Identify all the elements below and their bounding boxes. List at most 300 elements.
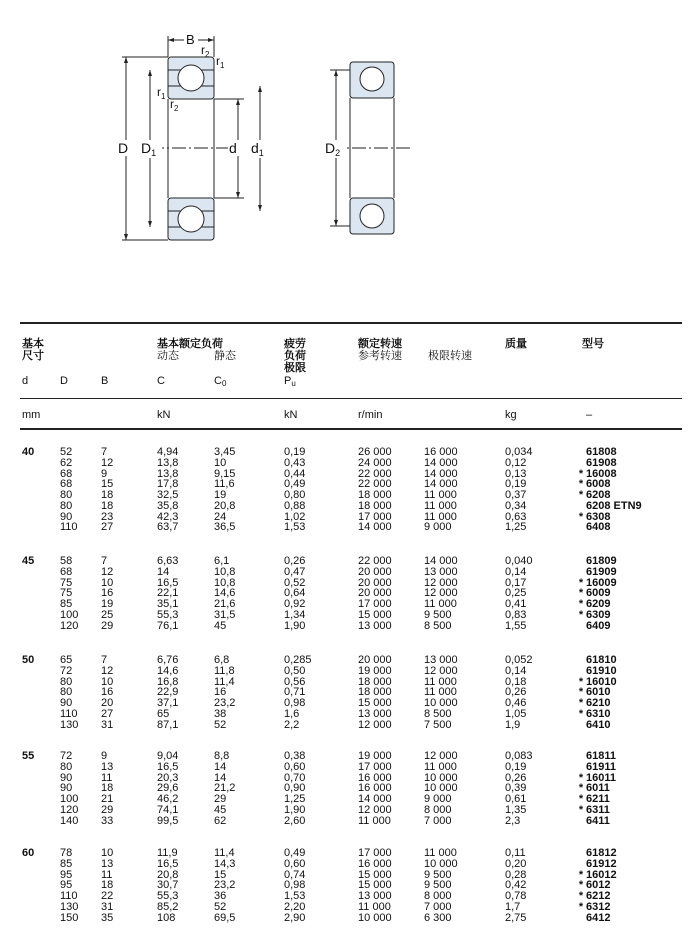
cell-c: 108 (157, 911, 176, 924)
cell-ref: 18 000 (358, 499, 392, 512)
cell-lim: 14 000 (424, 478, 458, 491)
designation-text: 6412 (586, 911, 611, 924)
cell-c0: 11,8 (214, 664, 235, 677)
cell-b: 25 (101, 608, 114, 621)
cell-c: 55,3 (157, 890, 179, 902)
cell-b: 29 (101, 803, 114, 816)
cell-mass: 0,28 (505, 868, 527, 881)
cell-mass: 0,78 (505, 890, 527, 902)
cell-lim: 13 000 (424, 654, 458, 666)
popular-item-star-icon: * (578, 608, 584, 621)
cell-ref: 22 000 (358, 555, 392, 567)
designation-text: 16009 (586, 576, 617, 589)
cell-mass: 0,17 (505, 576, 527, 589)
cell-b: 12 (101, 664, 114, 677)
popular-item-star-icon: * (578, 879, 584, 892)
designation-text: 6311 (586, 803, 610, 816)
cell-c0: 52 (214, 900, 227, 913)
header-static: 静态 (214, 350, 236, 362)
designation-text: 61911 (586, 760, 616, 773)
designation-text: 6410 (586, 718, 611, 731)
designation-text: 6011 (586, 782, 610, 795)
cell-mass: 0,37 (505, 489, 527, 501)
cell-lim: 11 000 (424, 598, 457, 610)
cell-lim: 9 500 (424, 608, 452, 621)
designation-text: 61908 (586, 456, 617, 469)
cell-b: 18 (101, 879, 114, 892)
designation-text: 6010 (586, 686, 611, 699)
cell-mass: 0,39 (505, 782, 527, 795)
table-top-rule (20, 322, 682, 324)
popular-item-star-icon: * (578, 489, 584, 501)
cell-b: 35 (101, 911, 114, 924)
popular-item-star-icon: * (578, 900, 584, 913)
cell-ref: 18 000 (358, 489, 392, 501)
header-designation: 型号 (582, 338, 604, 350)
cell-mass: 0,26 (505, 771, 527, 784)
bore-diameter: 50 (22, 654, 35, 666)
cell-mass: 1,05 (505, 707, 527, 720)
cell-b: 29 (101, 619, 114, 632)
cell-lim: 8 000 (424, 890, 452, 902)
label-D2: $D_2$ (325, 140, 341, 158)
cell-mass: 0,19 (505, 760, 527, 773)
cell-lim: 11 000 (424, 675, 457, 688)
cell-mass: 1,55 (505, 619, 527, 632)
designation-text: 6411 (586, 814, 610, 827)
designation-text: 6309 (586, 608, 611, 621)
popular-item-star-icon: * (578, 686, 584, 699)
bearing-ball-top (178, 65, 204, 91)
cell-c0: 23,2 (214, 697, 236, 709)
popular-item-star-icon: * (578, 793, 584, 805)
cell-pu: 0,19 (284, 446, 306, 458)
cell-c: 11,9 (157, 847, 178, 859)
cell-pu: 2,60 (284, 814, 306, 827)
cell-c: 22,1 (157, 587, 179, 600)
cell-mass: 0,034 (505, 446, 533, 458)
cell-c0: 62 (214, 814, 227, 827)
cell-mass: 0,14 (505, 565, 527, 578)
popular-item-star-icon: * (578, 890, 584, 902)
unit-designation-dash: – (586, 409, 593, 421)
cell-lim: 12 000 (424, 664, 458, 677)
designation-text: 61912 (586, 857, 617, 870)
cell-ref: 19 000 (358, 664, 392, 677)
cell-d: 72 (60, 664, 73, 677)
cell-designation (576, 621, 686, 632)
cell-mass: 1,9 (505, 718, 521, 731)
cell-d: 62 (60, 456, 73, 469)
header-mass: 质量 (505, 338, 527, 350)
cell-d: 78 (60, 847, 73, 859)
cell-c0: 36,5 (214, 521, 236, 534)
unit-rpm: r/min (358, 409, 383, 421)
cell-lim: 7 000 (424, 814, 452, 827)
cell-lim: 12 000 (424, 576, 458, 589)
cell-d: 110 (60, 707, 78, 720)
cell-pu: 2,20 (284, 900, 306, 913)
cell-mass: 0,052 (505, 654, 533, 666)
cell-c0: 21,2 (214, 782, 236, 795)
cell-lim: 9 500 (424, 868, 452, 881)
cell-c: 16,5 (157, 857, 179, 870)
popular-item-star-icon: * (578, 771, 584, 784)
cell-d: 85 (60, 857, 73, 870)
cell-c0: 36 (214, 890, 227, 902)
cell-d: 68 (60, 467, 73, 480)
label-r2-top: $r_2$ (201, 43, 210, 59)
cell-c0: 52 (214, 718, 227, 731)
cell-lim: 11 000 (424, 510, 457, 523)
cell-d: 80 (60, 686, 73, 699)
cell-c0: 11,4 (214, 847, 235, 859)
cell-ref: 22 000 (358, 478, 392, 491)
cell-pu: 0,52 (284, 576, 306, 589)
cell-c: 6,63 (157, 555, 179, 567)
cell-c: 65 (157, 707, 170, 720)
bearing-diagram (0, 0, 700, 320)
cell-ref: 17 000 (358, 510, 392, 523)
cell-mass: 0,083 (505, 750, 533, 762)
cell-c: 35,8 (157, 499, 179, 512)
cell-ref: 11 000 (358, 900, 391, 913)
cell-c: 16,5 (157, 576, 179, 589)
cell-ref: 26 000 (358, 446, 392, 458)
cell-designation (576, 720, 686, 731)
designation-text: 16010 (586, 675, 617, 688)
cell-ref: 12 000 (358, 803, 392, 816)
designation-text: 6208 ETN9 (586, 499, 642, 512)
cell-d: 90 (60, 782, 73, 795)
symbol-C0: $C_0$ (214, 375, 227, 388)
cell-ref: 14 000 (358, 521, 392, 534)
label-d1: $d_1$ (251, 140, 264, 158)
cell-lim: 14 000 (424, 456, 458, 469)
cell-lim: 10 000 (424, 771, 458, 784)
cell-lim: 13 000 (424, 565, 458, 578)
designation-text: 6012 (586, 879, 611, 892)
table-row (0, 816, 700, 827)
cell-c: 63,7 (157, 521, 179, 534)
cell-c0: 20,8 (214, 499, 236, 512)
cell-c0: 19 (214, 489, 227, 501)
cell-d: 110 (60, 521, 78, 534)
cell-lim: 11 000 (424, 489, 457, 501)
cell-ref: 17 000 (358, 847, 392, 859)
header-speed-ratings: 额定转速 (358, 338, 402, 350)
cell-pu: 1,53 (284, 521, 306, 534)
cell-ref: 20 000 (358, 576, 392, 589)
cell-d: 68 (60, 478, 73, 491)
cell-b: 22 (101, 890, 114, 902)
popular-item-star-icon: * (578, 697, 584, 709)
symbol-D: D (60, 375, 68, 387)
cell-c0: 10,8 (214, 565, 236, 578)
cell-pu: 0,92 (284, 598, 306, 610)
cell-pu: 0,43 (284, 456, 306, 469)
cell-mass: 0,19 (505, 478, 527, 491)
label-r1-top: $r_1$ (216, 54, 225, 70)
label-width-B: B (186, 32, 195, 47)
cell-pu: 0,70 (284, 771, 306, 784)
cell-lim: 14 000 (424, 467, 458, 480)
cell-d: 100 (60, 793, 79, 805)
cell-c: 37,1 (157, 697, 179, 709)
cell-d: 95 (60, 868, 73, 881)
cell-c: 22,9 (157, 686, 179, 699)
cell-pu: 1,25 (284, 793, 306, 805)
cell-lim: 10 000 (424, 857, 458, 870)
cell-ref: 15 000 (358, 697, 392, 709)
cell-c: 17,8 (157, 478, 179, 491)
cell-d: 120 (60, 803, 79, 816)
cell-mass: 0,25 (505, 587, 527, 600)
popular-item-star-icon: * (578, 707, 584, 720)
symbol-C: C (157, 375, 165, 387)
cell-lim: 14 000 (424, 555, 458, 567)
cell-d: 52 (60, 446, 73, 458)
label-bore-d: d (229, 140, 237, 156)
cell-b: 31 (101, 900, 114, 913)
header-dynamic: 动态 (157, 350, 179, 362)
cell-mass: 1,7 (505, 900, 521, 913)
cell-pu: 0,60 (284, 857, 306, 870)
cell-c0: 8,8 (214, 750, 230, 762)
popular-item-star-icon: * (578, 478, 584, 491)
cell-b: 12 (101, 456, 114, 469)
cell-d: 120 (60, 619, 79, 632)
cell-designation (576, 913, 686, 924)
cell-c0: 69,5 (214, 911, 236, 924)
table-row (0, 522, 700, 533)
cell-lim: 11 000 (424, 499, 457, 512)
designation-text: 6209 (586, 598, 611, 610)
designation-text: 61809 (586, 555, 617, 567)
cell-c0: 15 (214, 868, 227, 881)
bore-diameter: 40 (22, 446, 35, 458)
cell-mass: 0,63 (505, 510, 527, 523)
cell-c0: 10,8 (214, 576, 236, 589)
cell-ref: 22 000 (358, 467, 392, 480)
cell-ref: 19 000 (358, 750, 392, 762)
cell-d: 95 (60, 879, 73, 892)
symbol-d: d (22, 375, 29, 387)
cell-ref: 17 000 (358, 760, 392, 773)
cell-pu: 1,90 (284, 803, 306, 816)
cell-c: 13,8 (157, 467, 179, 480)
cell-ref: 24 000 (358, 456, 392, 469)
cell-c: 20,3 (157, 771, 179, 784)
popular-item-star-icon: * (578, 803, 584, 816)
table-row (0, 621, 700, 632)
designation-text: 6312 (586, 900, 611, 913)
cell-mass: 0,42 (505, 879, 527, 892)
cell-c: 30,7 (157, 879, 179, 892)
cell-mass: 0,18 (505, 675, 527, 688)
cell-c0: 14 (214, 760, 227, 773)
cell-pu: 2,2 (284, 718, 300, 731)
cell-mass: 0,46 (505, 697, 527, 709)
cell-ref: 10 000 (358, 911, 392, 924)
cell-b: 16 (101, 686, 114, 699)
cell-b: 18 (101, 489, 114, 501)
header-basic-load-ratings: 基本额定负荷 (157, 338, 223, 350)
cell-ref: 15 000 (358, 608, 392, 621)
cell-c0: 21,6 (214, 598, 236, 610)
cell-mass: 0,41 (505, 598, 527, 610)
cell-pu: 0,64 (284, 587, 306, 600)
cell-c0: 14,3 (214, 857, 236, 870)
cell-pu: 0,80 (284, 489, 306, 501)
popular-item-star-icon: * (578, 675, 584, 688)
cell-lim: 12 000 (424, 750, 458, 762)
cell-c0: 45 (214, 619, 227, 632)
designation-text: 61812 (586, 847, 617, 859)
cell-b: 12 (101, 565, 114, 578)
cell-c: 20,8 (157, 868, 179, 881)
cell-b: 27 (101, 521, 114, 534)
cell-ref: 15 000 (358, 879, 392, 892)
cell-lim: 9 000 (424, 793, 452, 805)
designation-text: 16012 (586, 868, 617, 881)
cell-pu: 0,98 (284, 697, 306, 709)
popular-item-star-icon: * (578, 598, 584, 610)
cell-ref: 16 000 (358, 857, 392, 870)
label-outer-diameter-D: D (118, 140, 129, 156)
cell-d: 68 (60, 565, 73, 578)
cell-b: 10 (101, 847, 114, 859)
cell-c0: 29 (214, 793, 227, 805)
cell-b: 9 (101, 750, 108, 762)
symbol-Pu: $P_u$ (284, 375, 296, 388)
popular-item-star-icon: * (578, 587, 584, 600)
cell-c: 55,3 (157, 608, 179, 621)
cell-c: 9,04 (157, 750, 179, 762)
cell-c: 13,8 (157, 456, 179, 469)
cell-lim: 10 000 (424, 697, 458, 709)
cell-c0: 24 (214, 510, 227, 523)
cell-d: 150 (60, 911, 79, 924)
label-D1: $D_1$ (141, 140, 157, 158)
cell-lim: 10 000 (424, 782, 458, 795)
designation-text: 6208 (586, 489, 611, 501)
designation-text: 6408 (586, 521, 611, 534)
cell-pu: 1,53 (284, 890, 306, 902)
cell-c: 14 (157, 565, 170, 578)
cell-c: 16,5 (157, 760, 179, 773)
cell-pu: 0,38 (284, 750, 306, 762)
cell-pu: 0,285 (284, 654, 312, 666)
cell-d: 140 (60, 814, 79, 827)
header-limiting-speed: 极限转速 (428, 350, 472, 362)
cell-b: 11 (101, 868, 113, 881)
cell-c: 76,1 (157, 619, 179, 632)
bore-diameter: 55 (22, 750, 35, 762)
cell-b: 31 (101, 718, 114, 731)
cell-ref: 13 000 (358, 890, 392, 902)
cell-b: 9 (101, 467, 108, 480)
cell-mass: 0,34 (505, 499, 527, 512)
cell-pu: 2,90 (284, 911, 306, 924)
cell-c: 16,8 (157, 675, 179, 688)
designation-text: 61811 (586, 750, 616, 762)
cell-b: 10 (101, 576, 114, 589)
cell-c: 42,3 (157, 510, 179, 523)
header-bottom-rule (20, 428, 682, 430)
cell-c0: 9,15 (214, 467, 236, 480)
cell-c: 35,1 (157, 598, 179, 610)
cell-mass: 0,040 (505, 555, 533, 567)
bearing-cross-section-drawings (0, 0, 700, 320)
cell-mass: 0,14 (505, 664, 527, 677)
cell-c: 87,1 (157, 718, 179, 731)
cell-mass: 1,35 (505, 803, 527, 816)
cell-d: 58 (60, 555, 73, 567)
cell-c: 6,76 (157, 654, 179, 666)
cell-c: 74,1 (157, 803, 179, 816)
cell-mass: 0,26 (505, 686, 527, 699)
cell-pu: 0,71 (284, 686, 306, 699)
cell-b: 27 (101, 707, 114, 720)
cell-b: 23 (101, 510, 114, 523)
symbol-B: B (101, 375, 109, 387)
cell-ref: 11 000 (358, 814, 391, 827)
cell-ref: 13 000 (358, 619, 392, 632)
cell-lim: 11 000 (424, 686, 457, 699)
cell-ref: 18 000 (358, 675, 392, 688)
cell-lim: 7 500 (424, 718, 452, 731)
cell-pu: 0,44 (284, 467, 306, 480)
cell-d: 80 (60, 675, 73, 688)
table-row (0, 720, 700, 731)
cell-lim: 8 000 (424, 803, 452, 816)
bore-diameter: 45 (22, 555, 35, 567)
cell-c0: 38 (214, 707, 227, 720)
cell-b: 7 (101, 446, 108, 458)
cell-c0: 10 (214, 456, 227, 469)
cell-pu: 1,34 (284, 608, 306, 621)
cell-b: 7 (101, 654, 108, 666)
cell-c0: 11,4 (214, 675, 235, 688)
cell-c0: 11,6 (214, 478, 235, 491)
cell-d: 72 (60, 750, 73, 762)
cell-d: 130 (60, 718, 79, 731)
cell-c0: 14 (214, 771, 227, 784)
cell-d: 90 (60, 697, 73, 709)
cell-lim: 9 000 (424, 521, 452, 534)
designation-text: 6009 (586, 587, 611, 600)
label-r1-inner: $r_1$ (157, 85, 166, 101)
cell-pu: 0,56 (284, 675, 306, 688)
unit-mm: mm (22, 409, 41, 421)
cell-b: 21 (101, 793, 114, 805)
cell-c: 99,5 (157, 814, 179, 827)
cell-b: 20 (101, 697, 114, 709)
header-basic-dimensions: 基本 尺寸 (22, 338, 44, 362)
cell-b: 15 (101, 478, 114, 491)
label-r2-inner: $r_2$ (170, 97, 179, 113)
cell-ref: 12 000 (358, 718, 392, 731)
cell-c0: 45 (214, 803, 227, 816)
cell-mass: 2,75 (505, 911, 527, 924)
cell-lim: 8 500 (424, 707, 452, 720)
unit-kN-fatigue: kN (284, 409, 298, 421)
cell-c0: 16 (214, 686, 227, 699)
cell-ref: 20 000 (358, 587, 392, 600)
cell-b: 7 (101, 555, 108, 567)
designation-text: 6210 (586, 697, 611, 709)
